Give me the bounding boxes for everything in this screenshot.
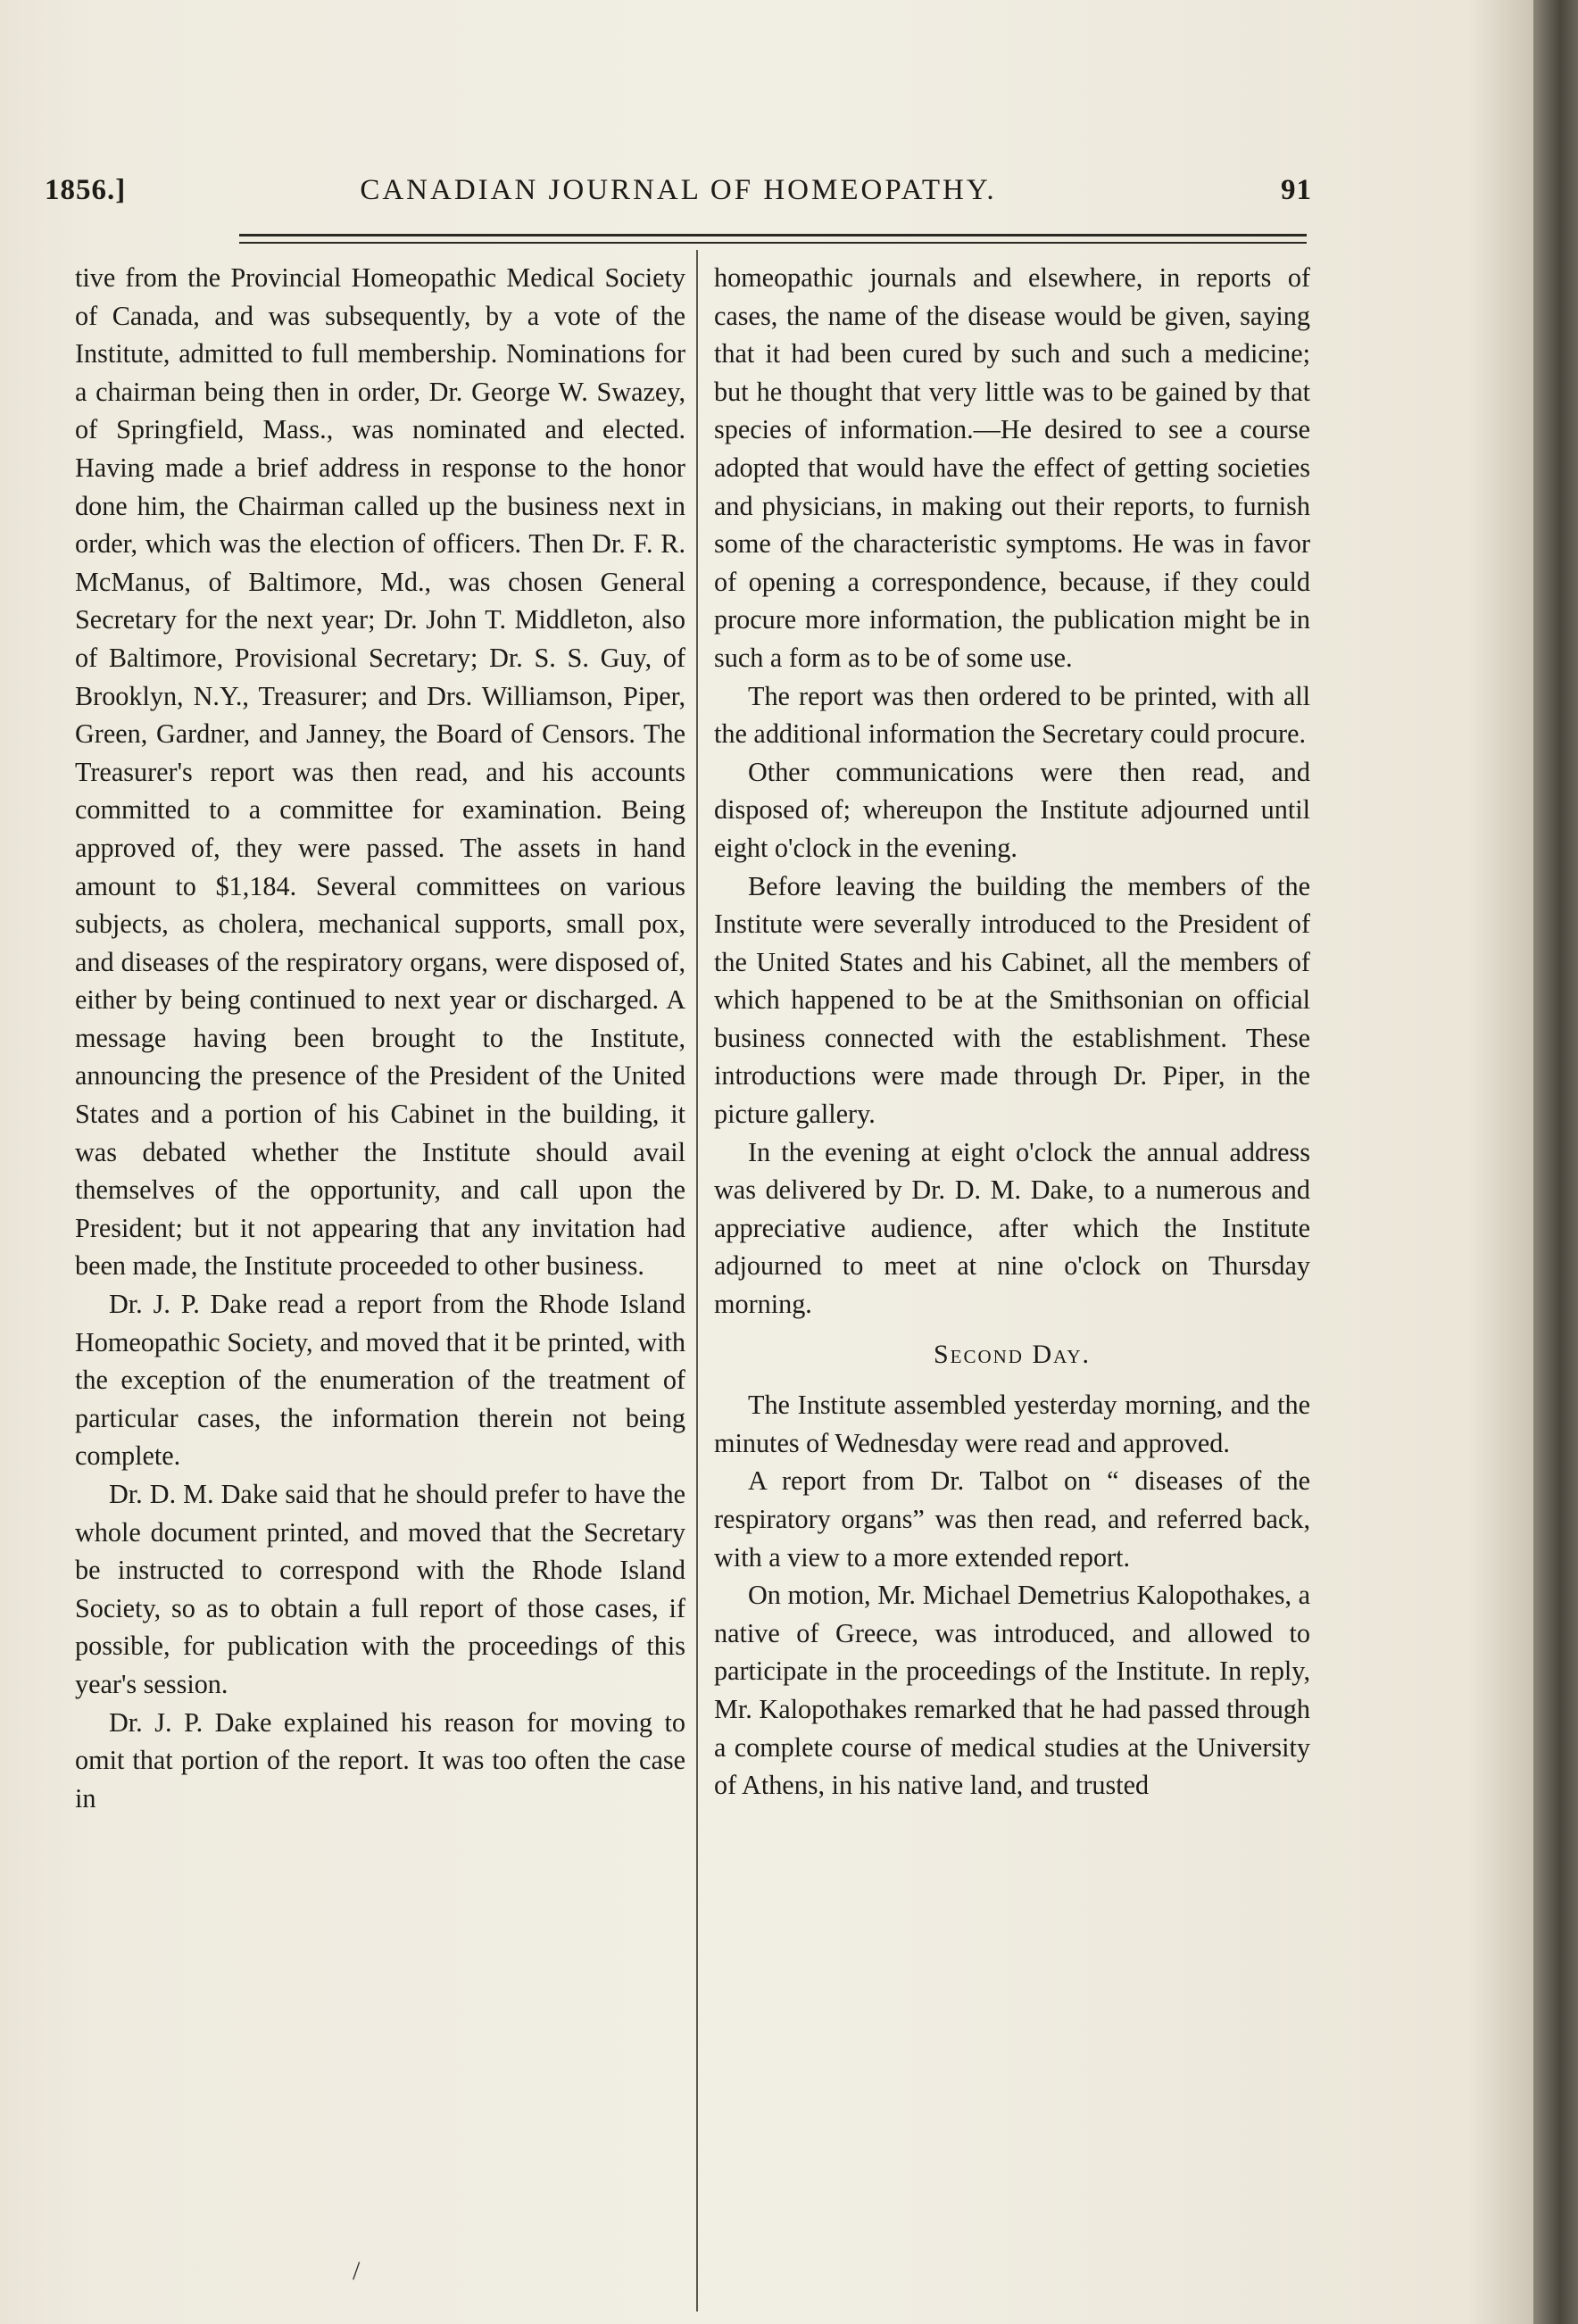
column-divider [696,250,698,2312]
right-paragraph-1: homeopathic journals and elsewhere, in reports of cases, the name of the disease would be given, saying that it had been cured by such and such a medicine; but he thought that very little was to be gained by that species of information.—He desired to see a course adopted that would have the effect of getting societies and physicians, in making out their reports, to furnish some of the characteristic symptoms. He was in favor of opening a correspondence, because, if they could procure more information, the publication might be in such a form as to be of some use. [714,262,1310,673]
right-paragraph-7: A report from Dr. Talbot on “ diseases of the respiratory organs” was then read, and referred back, with a view to a more extended report. [714,1465,1310,1573]
left-paragraph-2: Dr. J. P. Dake read a report from the Rhode Island Homeopathic Society, and moved that it be printed, with the exception of the enumeration of the treatment of particular cases, the information therein not being complete. [75,1289,685,1472]
right-column [714,259,1310,2312]
section-heading-second-day: Second Day. [933,1339,1092,1369]
left-paragraph-3: Dr. D. M. Dake said that he should prefer to have the whole document printed, and moved that the Secretary be instructed to correspond with the Rhode Island Society, so as to obtain a full report of those cases, if possible, for publication with the proceedings of this year's session. [75,1479,685,1699]
right-paragraph-5: In the evening at eight o'clock the annual address was delivered by Dr. D. M. Dake, to a numerous and appreciative audience, after which the Institute adjourned to meet at nine o'clock on Thursday morning. [714,1136,1310,1320]
header-rule-thick [239,234,1307,237]
right-paragraph-8: On motion, Mr. Michael Demetrius Kalopothakes, a native of Greece, was introduced, and allowed to participate in the proceedings of the Institute. In reply, Mr. Kalopothakes remarked that he had passed through a complete course of medical studies at the University of Athens, in his native land, and trusted [714,1580,1310,1801]
header-rule-thin [239,242,1307,244]
right-paragraph-3: Other communications were then read, and disposed of; whereupon the Institute adjourned until eight o'clock in the evening. [714,756,1310,863]
left-paragraph-4: Dr. J. P. Dake explained his reason for moving to omit that portion of the report. It was too often the case in [75,1706,685,1814]
running-header [45,174,1312,220]
right-paragraph-4: Before leaving the building the members of the Institute were severally introduced to the President of the United States and his Cabinet, all the members of which happened to be at the Smithsonian on official business connected with the establishment. These introductions were made through Dr. Piper, in the picture gallery. [714,870,1310,1130]
header-title: CANADIAN JOURNAL OF HOMEOPATHY. [360,174,997,206]
footer-mark: / [353,2256,361,2286]
right-paragraph-2: The report was then ordered to be printed, with all the additional information the Secretary could procure. [714,680,1310,750]
book-spine-edge [1533,0,1578,2324]
header-year: 1856.] [45,174,127,206]
left-paragraph-1: tive from the Provincial Homeopathic Medical Society of Canada, and was subsequently, by a vote of the Institute, admitted to full membership. Nominations for a chairman being then in order, Dr. George W. Swazey, of Springfield, Mass., was nominated and elected. Having made a brief address in response to the honor done him, the Chairman called up the business next in order, which was the election of officers. Then Dr. F. R. McManus, of Baltimore, Md., was chosen General Secretary for the next year; Dr. John T. Middleton, also of Baltimore, Provisional Secretary; Dr. S. S. Guy, of Brooklyn, N.Y., Treasurer; and Drs. Williamson, Piper, Green, Gardner, and Janney, the Board of Censors. The Treasurer's report was then read, and his accounts committed to a committee for examination. Being approved of, they were passed. The assets in hand amount to $1,184. Several committees on various subjects, as cholera, mechanical supports, small pox, and diseases of the respiratory organs, were disposed of, either by being continued to next year or discharged. A message having been brought to the Institute, announcing the presence of the President of the United States and a portion of his Cabinet in the building, it was debated whether the Institute should avail themselves of the opportunity, and call upon the President; but it not appearing that any invitation had been made, the Institute proceeded to other business. [75,262,685,1282]
page-number: 91 [1281,174,1312,206]
left-column [75,259,685,2312]
right-paragraph-6: The Institute assembled yesterday morning, and the minutes of Wednesday were read and approved. [714,1390,1310,1458]
